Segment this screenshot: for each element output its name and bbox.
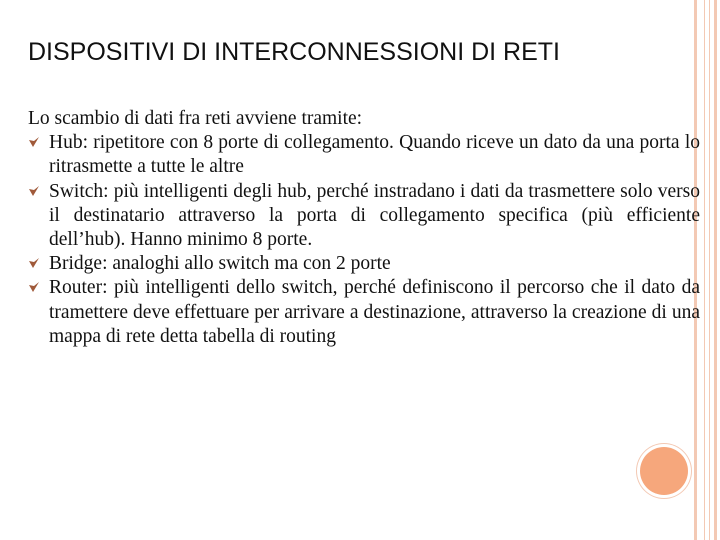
list-item — [28, 131, 700, 179]
checkmark-arrow-icon — [28, 255, 40, 271]
checkmark-arrow-icon — [28, 183, 40, 199]
checkmark-arrow-icon — [28, 134, 40, 150]
list-item — [28, 252, 700, 276]
decorative-line — [709, 0, 710, 540]
slide-body — [28, 107, 700, 349]
list-item-text: Hub: ripetitore con 8 porte di collegamento. Quando riceve un dato da una porta lo ritrasmette a tutte le altre — [49, 132, 700, 178]
list-item-text: Switch: più intelligenti degli hub, perché instradano i dati da trasmettere solo verso il destinatario attraverso la porta di collegamento specifica (più efficiente dell’hub). Hanno minimo 8 porte. — [49, 180, 700, 251]
list-item — [28, 276, 700, 349]
decorative-line — [714, 0, 717, 540]
list-item-text: Bridge: analoghi allo switch ma con 2 porte — [49, 253, 391, 275]
intro-text: Lo scambio di dati fra reti avviene tramite: — [28, 108, 363, 129]
list-item-text: Router: più intelligenti dello switch, perché definiscono il percorso che il dato da tramettere deve effettuare per arrivare a destinazione, attraverso la creazione di una mappa di rete detta tabella di routing — [49, 277, 700, 347]
checkmark-arrow-icon — [28, 279, 40, 295]
decorative-circle — [640, 447, 688, 495]
list-item — [28, 180, 700, 253]
slide-title: DISPOSITIVI DI INTERCONNESSIONI DI RETI — [28, 38, 561, 66]
bullet-list — [28, 131, 700, 349]
decorative-line — [704, 0, 705, 540]
